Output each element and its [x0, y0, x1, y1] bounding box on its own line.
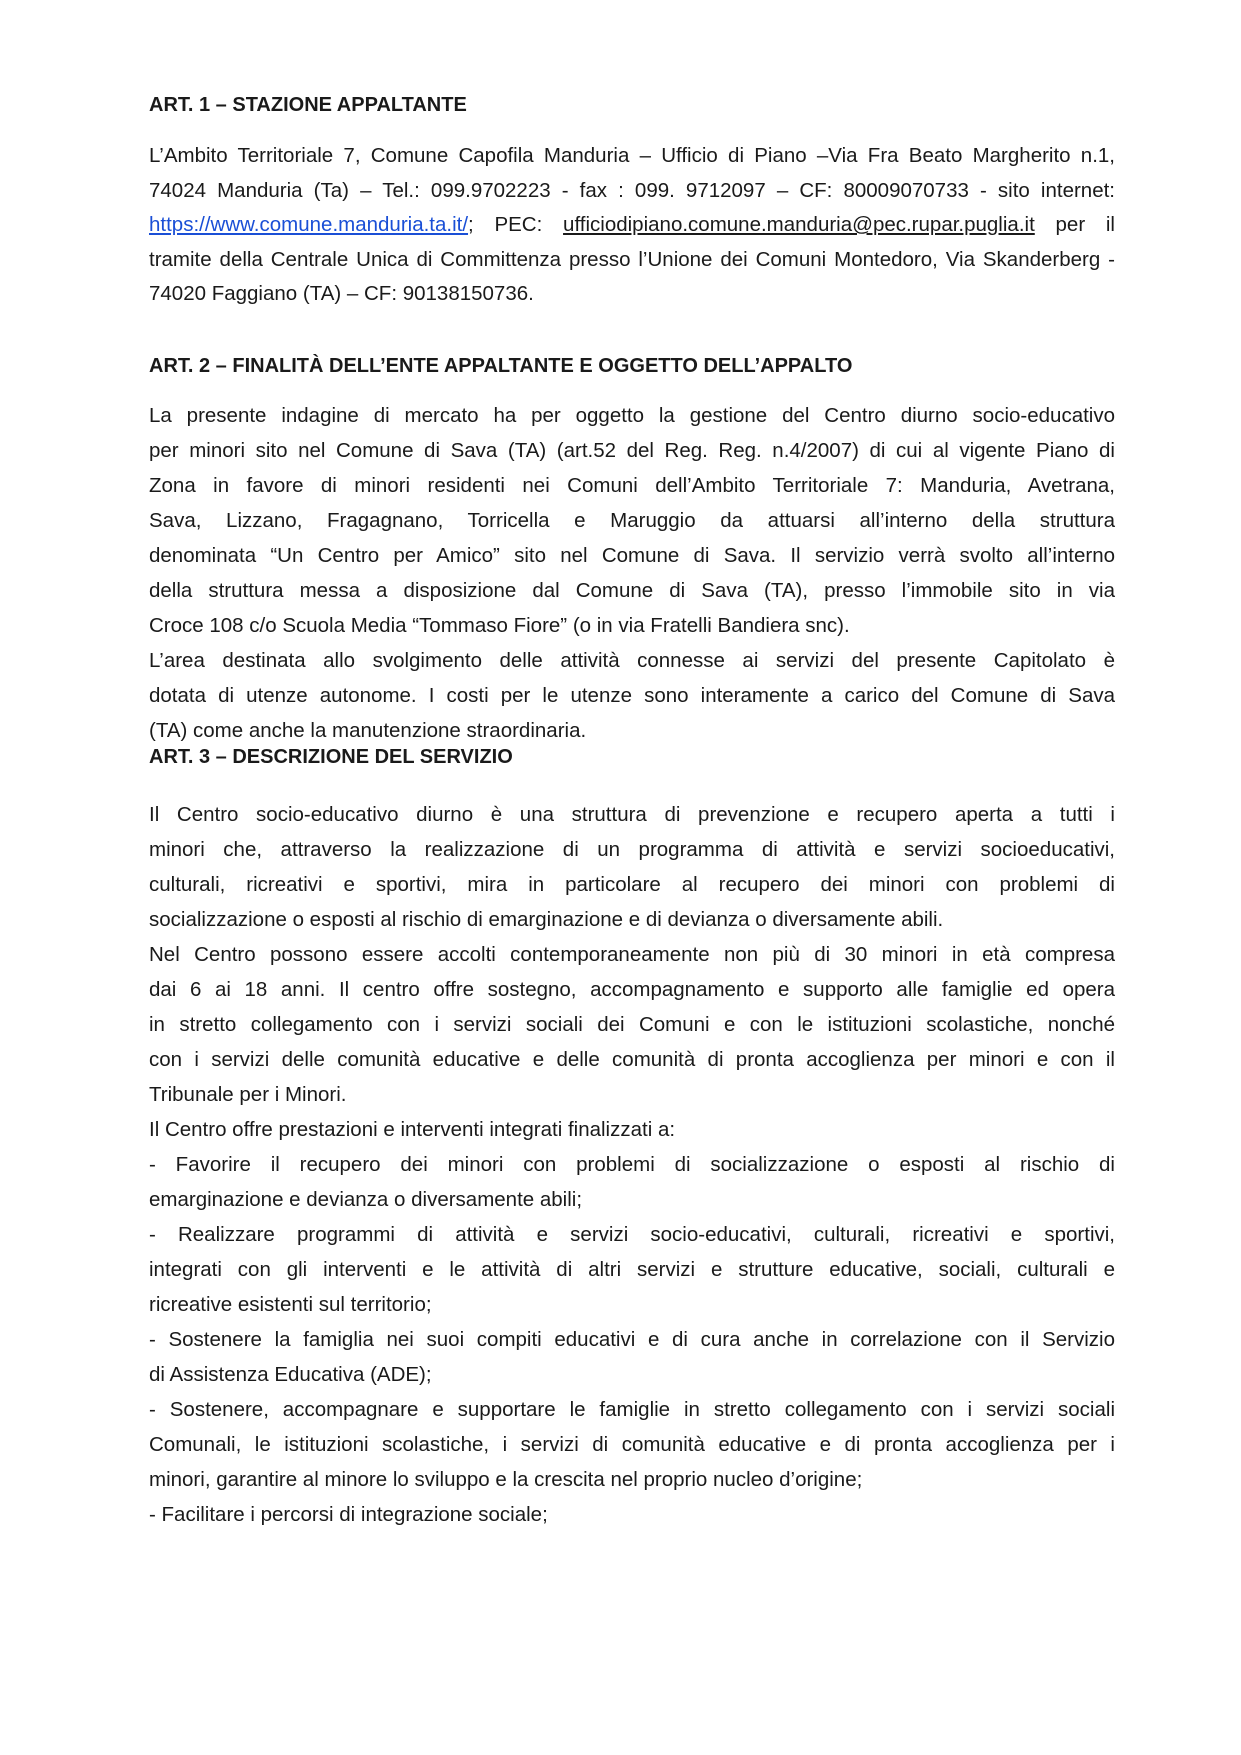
- body-line: Zona in favore di minori residenti nei Comuni dell’Ambito Territoriale 7: Manduria, Avetrana,: [149, 474, 1115, 497]
- article-3-body: [149, 797, 1115, 1532]
- body-line: Il Centro offre prestazioni e interventi integrati finalizzati a:: [149, 1118, 676, 1141]
- body-line: La presente indagine di mercato ha per oggetto la gestione del Centro diurno socio-educativo: [149, 404, 1115, 427]
- body-line: socializzazione o esposti al rischio di emarginazione e di devianza o diversamente abili.: [149, 908, 944, 931]
- list-item-line: - Realizzare programmi di attività e servizi socio-educativi, culturali, ricreativi e sportivi,: [149, 1223, 1115, 1246]
- body-line: con i servizi delle comunità educative e delle comunità di pronta accoglienza per minori e con il: [149, 1048, 1115, 1071]
- article-2-body: [149, 398, 1115, 748]
- body-line: 74020 Faggiano (TA) – CF: 90138150736.: [149, 282, 534, 305]
- body-line: tramite della Centrale Unica di Committenza presso l’Unione dei Comuni Montedoro, Via Skanderberg -: [149, 247, 1115, 271]
- body-line-contacts: [149, 208, 1115, 243]
- list-item-line: - Favorire il recupero dei minori con problemi di socializzazione o esposti al rischio di: [149, 1153, 1115, 1176]
- body-line: Croce 108 c/o Scuola Media “Tommaso Fiore” (o in via Fratelli Bandiera snc).: [149, 614, 850, 637]
- body-text: per il: [1034, 213, 1115, 236]
- body-line: in stretto collegamento con i servizi sociali dei Comuni e con le istituzioni scolastiche, nonché: [149, 1013, 1115, 1036]
- body-line: dotata di utenze autonome. I costi per le utenze sono interamente a carico del Comune di Sava: [149, 684, 1115, 707]
- pec-label: ; PEC:: [468, 213, 564, 236]
- body-line: (TA) come anche la manutenzione straordinaria.: [149, 719, 587, 742]
- body-line: per minori sito nel Comune di Sava (TA) (art.52 del Reg. Reg. n.4/2007) di cui al vigente Piano di: [149, 439, 1115, 462]
- body-line: minori che, attraverso la realizzazione di un programma di attività e servizi socioeducativi,: [149, 838, 1115, 861]
- body-line: L’Ambito Territoriale 7, Comune Capofila Manduria – Ufficio di Piano –Via Fra Beato Margherito n.1,: [149, 144, 1115, 167]
- list-item-line: Comunali, le istituzioni scolastiche, i servizi di comunità educative e di pronta accoglienza per i: [149, 1433, 1115, 1456]
- list-item-line: - Sostenere, accompagnare e supportare le famiglie in stretto collegamento con i servizi sociali: [149, 1398, 1115, 1421]
- website-link[interactable]: https://www.comune.manduria.ta.it/: [149, 213, 469, 236]
- list-item-line: ricreative esistenti sul territorio;: [149, 1293, 432, 1316]
- pec-email-link[interactable]: ufficiodipiano.comune.manduria@pec.rupar.puglia.it: [563, 213, 1035, 236]
- body-line: L’area destinata allo svolgimento delle attività connesse ai servizi del presente Capitolato è: [149, 649, 1115, 672]
- body-line: Il Centro socio-educativo diurno è una struttura di prevenzione e recupero aperta a tutti i: [149, 803, 1115, 826]
- body-line: dai 6 ai 18 anni. Il centro offre sostegno, accompagnamento e supporto alle famiglie ed opera: [149, 978, 1115, 1001]
- list-item-line: integrati con gli interventi e le attività di altri servizi e strutture educative, sociali, culturali e: [149, 1258, 1115, 1281]
- article-1-body: [149, 139, 1115, 312]
- body-line: denominata “Un Centro per Amico” sito nel Comune di Sava. Il servizio verrà svolto all’interno: [149, 544, 1115, 567]
- article-2-heading: ART. 2 – FINALITÀ DELL’ENTE APPALTANTE E OGGETTO DELL’APPALTO: [149, 355, 853, 377]
- list-item-line: - Sostenere la famiglia nei suoi compiti educativi e di cura anche in correlazione con il Servizio: [149, 1328, 1115, 1351]
- list-item-line: di Assistenza Educativa (ADE);: [149, 1363, 432, 1386]
- article-1-heading: ART. 1 – STAZIONE APPALTANTE: [149, 94, 467, 116]
- list-item-line: minori, garantire al minore lo sviluppo e la crescita nel proprio nucleo d’origine;: [149, 1468, 863, 1491]
- body-line: 74024 Manduria (Ta) – Tel.: 099.9702223 - fax : 099. 9712097 – CF: 80009070733 - sito internet:: [149, 178, 1115, 202]
- body-line: Tribunale per i Minori.: [149, 1083, 347, 1106]
- body-line: della struttura messa a disposizione dal Comune di Sava (TA), presso l’immobile sito in via: [149, 579, 1115, 602]
- article-3-heading: ART. 3 – DESCRIZIONE DEL SERVIZIO: [149, 746, 513, 768]
- list-item-line: emarginazione e devianza o diversamente abili;: [149, 1188, 583, 1211]
- list-item-line: - Facilitare i percorsi di integrazione sociale;: [149, 1503, 548, 1526]
- body-line: Sava, Lizzano, Fragagnano, Torricella e Maruggio da attuarsi all’interno della struttura: [149, 509, 1115, 532]
- body-line: Nel Centro possono essere accolti contemporaneamente non più di 30 minori in età compresa: [149, 943, 1115, 966]
- body-line: culturali, ricreativi e sportivi, mira in particolare al recupero dei minori con problemi di: [149, 873, 1115, 896]
